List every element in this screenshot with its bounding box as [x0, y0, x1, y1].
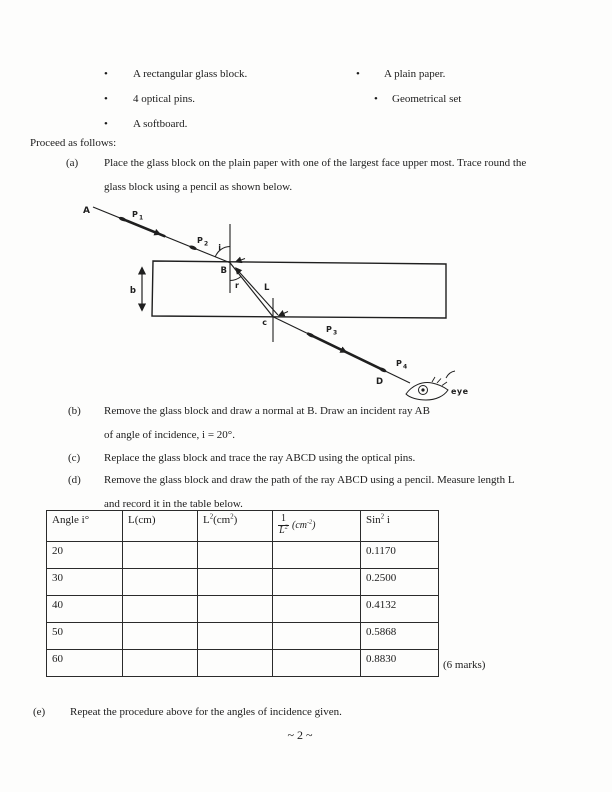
step-b-line1: Remove the glass block and draw a normal at B. Draw an incident ray AB — [104, 405, 430, 417]
label-pin-2: P — [197, 236, 203, 245]
angle-cell: 60 — [47, 650, 123, 677]
label-angle-r: r — [235, 281, 239, 290]
empty-cell — [198, 596, 273, 623]
optical-pin-2 — [189, 245, 198, 251]
table-row — [47, 542, 439, 569]
header-L: L(cm) — [123, 511, 198, 542]
step-d-line1: Remove the glass block and draw the path of the ray ABCD using a pencil. Measure length L — [104, 474, 515, 486]
bullet-icon: • — [356, 68, 360, 80]
intro-text: Proceed as follows: — [30, 137, 117, 149]
empty-cell — [123, 623, 198, 650]
angle-cell: 50 — [47, 623, 123, 650]
angle-cell: 40 — [47, 596, 123, 623]
material-item: A softboard. — [133, 118, 188, 130]
label-b: b — [129, 286, 136, 296]
label-point-a: A — [83, 206, 90, 216]
table-row — [47, 569, 439, 596]
label-point-b: B — [220, 266, 227, 276]
angle-r-arc — [230, 277, 241, 281]
label-pin-3: P — [326, 325, 332, 334]
empty-cell — [273, 623, 361, 650]
table-row — [47, 650, 439, 677]
header-angle: Angle i° — [47, 511, 123, 542]
step-d-line2: and record it in the table below. — [104, 498, 243, 510]
emergent-ray — [273, 317, 410, 387]
empty-cell — [273, 542, 361, 569]
pointer-at-C — [279, 312, 288, 316]
bullet-icon: • — [104, 118, 108, 130]
step-a-line2: glass block using a pencil as shown below. — [104, 181, 293, 193]
label-pin-4: P — [396, 359, 402, 368]
sin2i-cell: 0.8830 — [361, 650, 439, 677]
empty-cell — [273, 596, 361, 623]
empty-cell — [123, 596, 198, 623]
step-a-label: (a) — [66, 157, 79, 169]
results-table — [46, 510, 439, 677]
eye-icon — [406, 371, 469, 400]
material-item: A plain paper. — [384, 68, 446, 80]
header-inverse-L2: $\frac{1}{L^2}$ $(cm^{-2})$ — [273, 511, 361, 542]
step-c-line1: Replace the glass block and trace the ray ABCD using the optical pins. — [104, 452, 416, 464]
step-b-label: (b) — [68, 405, 81, 417]
label-pin-2-sub: 2 — [204, 240, 209, 248]
step-e-label: (e) — [33, 706, 46, 718]
header-sin2i: Sin$^2$ i — [361, 511, 439, 542]
block-width-arrow — [130, 268, 142, 310]
empty-cell — [273, 569, 361, 596]
angle-cell: 30 — [47, 569, 123, 596]
bullet-icon: • — [374, 93, 378, 105]
table-row — [47, 596, 439, 623]
empty-cell — [198, 650, 273, 677]
refraction-diagram — [80, 197, 470, 405]
page-number: ~ 2 ~ — [287, 728, 313, 742]
step-e-line1: Repeat the procedure above for the angles of incidence given. — [70, 706, 342, 718]
step-a-line1: Place the glass block on the plain paper with one of the largest face upper most. Trace round the — [104, 157, 527, 169]
empty-cell — [273, 650, 361, 677]
table-header-row — [47, 511, 439, 542]
step-d-label: (d) — [68, 474, 81, 486]
label-point-c: c — [262, 318, 267, 327]
material-item: Geometrical set — [392, 93, 462, 105]
label-pin-1: P — [132, 210, 138, 219]
label-pin-4-sub: 4 — [403, 363, 408, 371]
marks-label: (6 marks) — [443, 659, 486, 671]
material-item: A rectangular glass block. — [133, 68, 248, 80]
label-length-l: L — [264, 283, 270, 293]
material-item: 4 optical pins. — [133, 93, 196, 105]
label-angle-i: i — [218, 243, 221, 252]
length-L-dimension — [236, 268, 278, 315]
sin2i-cell: 0.5868 — [361, 623, 439, 650]
step-b-line2: of angle of incidence, i = 20°. — [104, 429, 235, 441]
label-eye: eye — [451, 387, 469, 396]
incident-ray — [83, 206, 230, 263]
header-L2: $L^2(cm^2)$ — [198, 511, 273, 542]
empty-cell — [198, 542, 273, 569]
empty-cell — [198, 623, 273, 650]
empty-cell — [123, 650, 198, 677]
bullet-icon: • — [104, 68, 108, 80]
angle-cell: 20 — [47, 542, 123, 569]
label-pin-3-sub: 3 — [333, 329, 338, 337]
step-c-label: (c) — [68, 452, 81, 464]
glass-block-outline — [152, 261, 446, 318]
empty-cell — [123, 542, 198, 569]
empty-cell — [123, 569, 198, 596]
sin2i-cell: 0.4132 — [361, 596, 439, 623]
label-pin-1-sub: 1 — [139, 214, 144, 222]
table-row — [47, 623, 439, 650]
sin2i-cell: 0.2500 — [361, 569, 439, 596]
bullet-icon: • — [104, 93, 108, 105]
empty-cell — [198, 569, 273, 596]
label-point-d: D — [376, 377, 384, 387]
sin2i-cell: 0.1170 — [361, 542, 439, 569]
